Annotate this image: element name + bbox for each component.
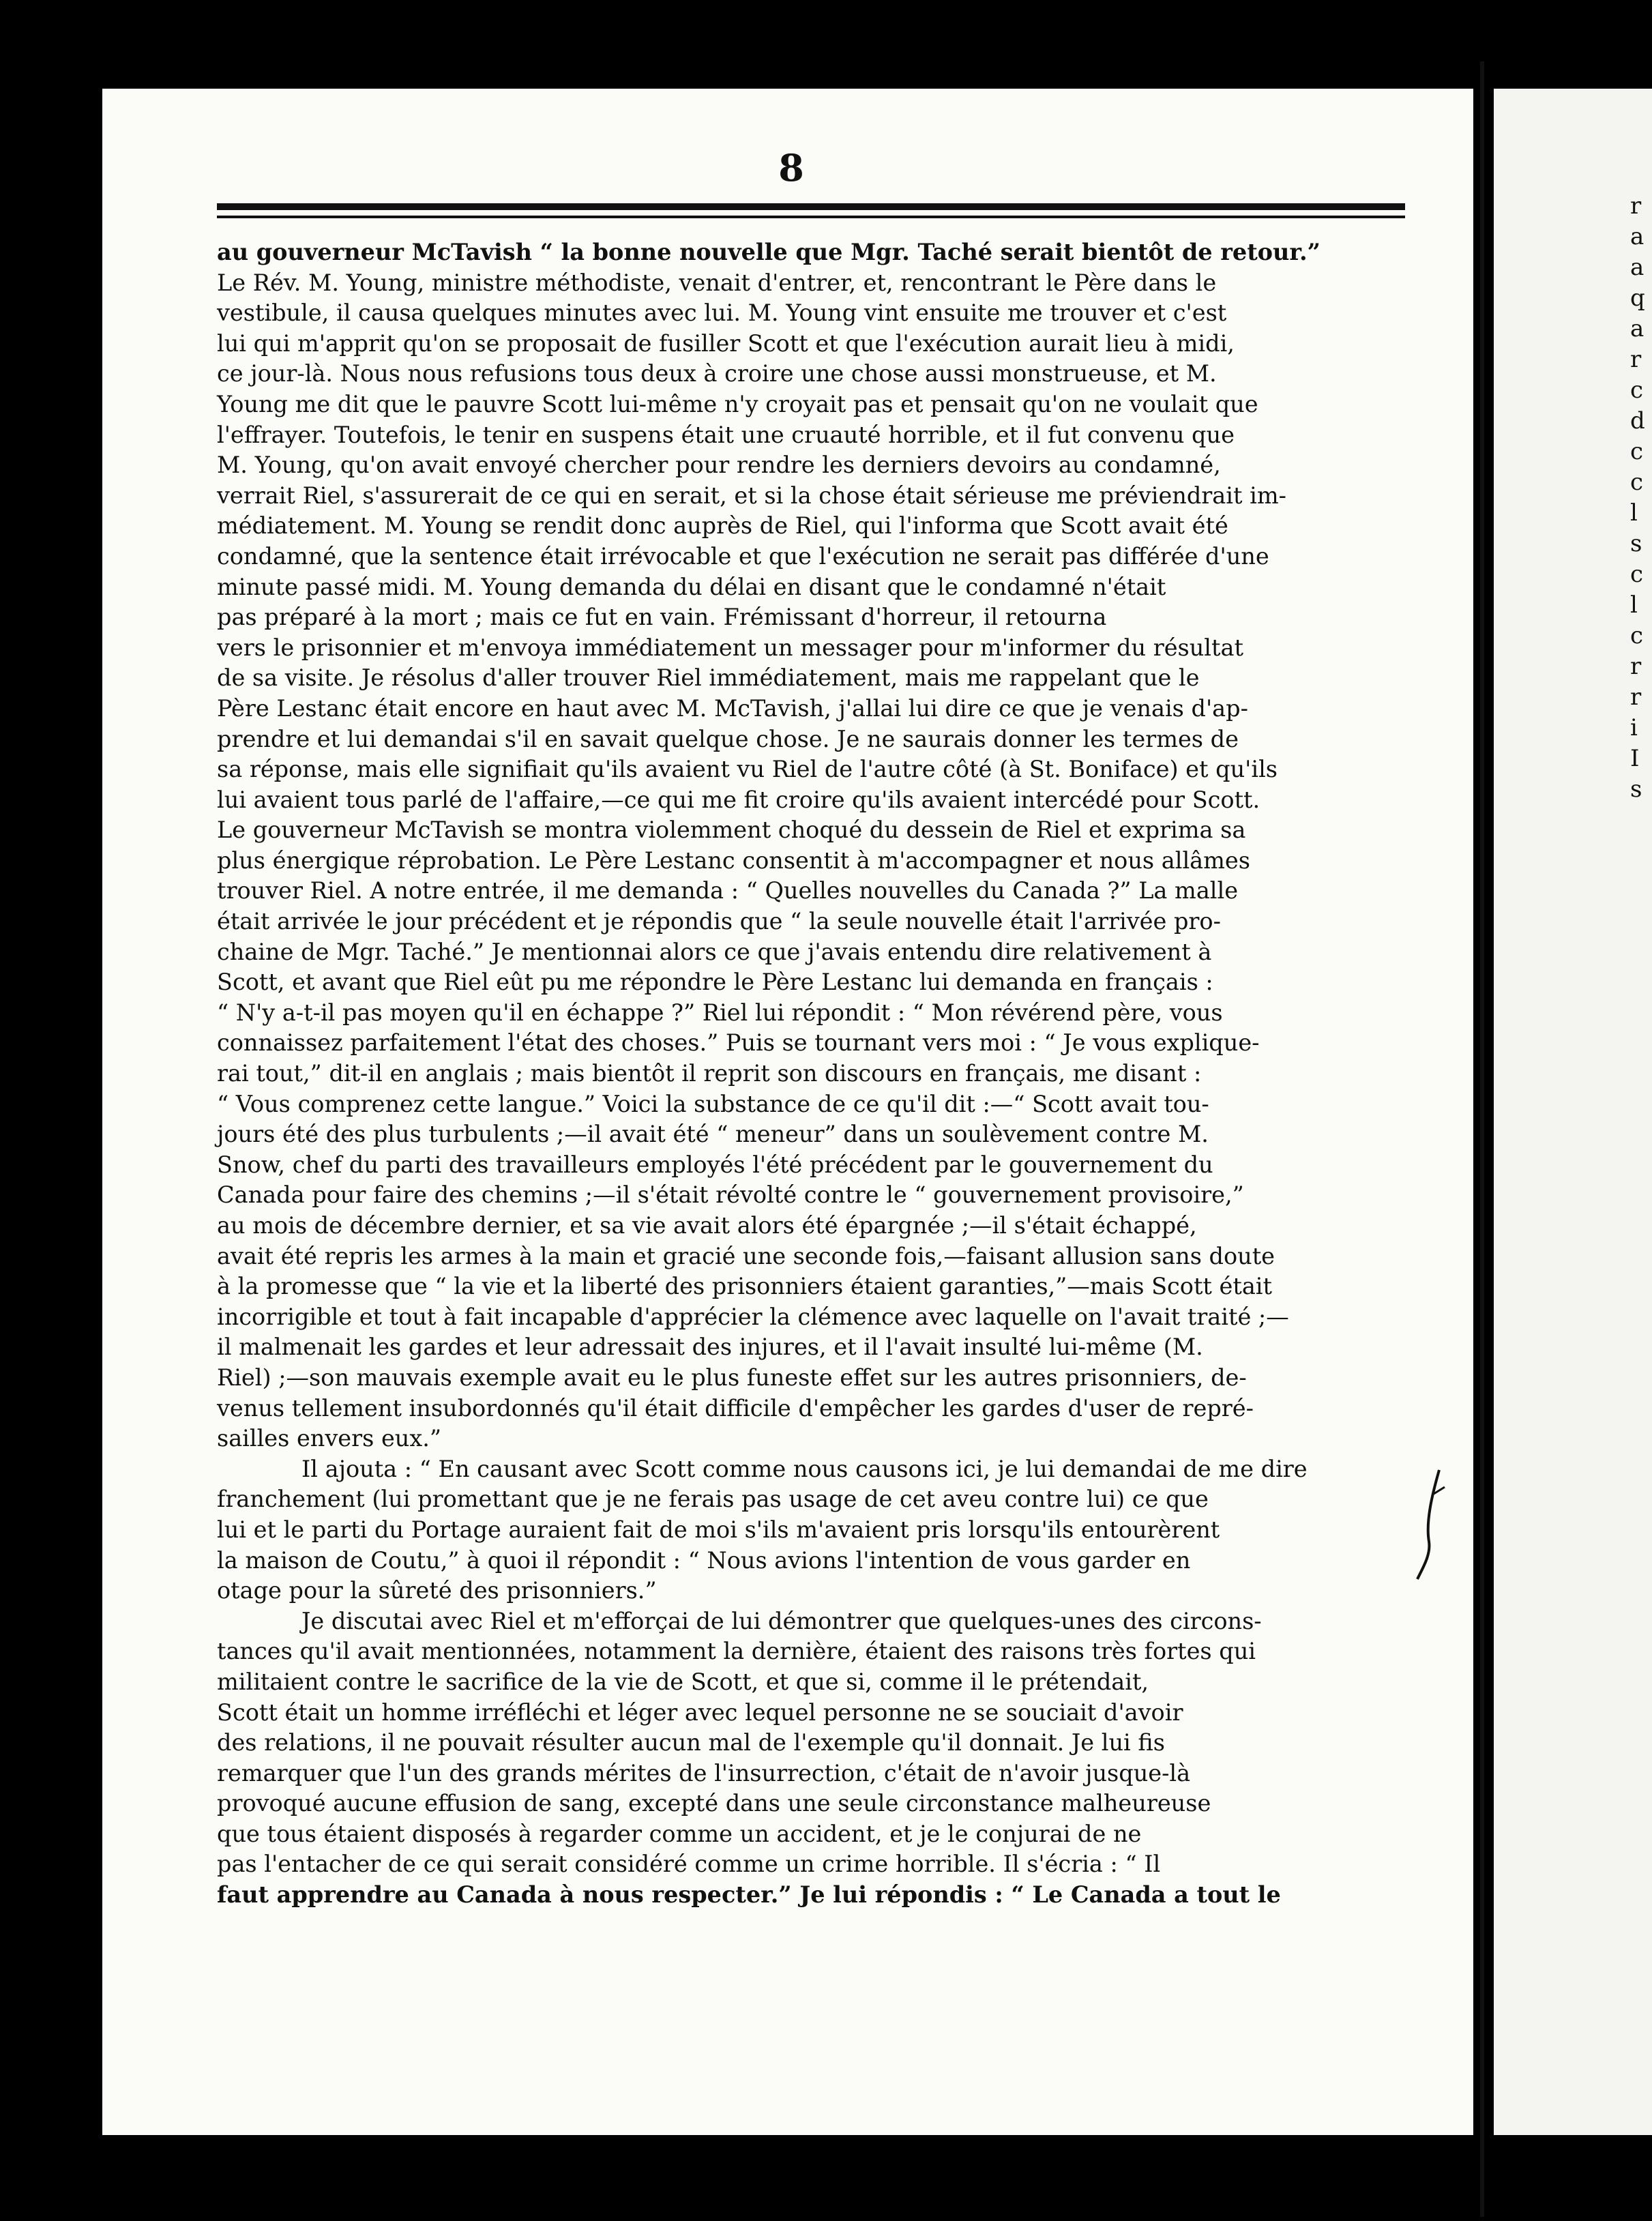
text-line: Le gouverneur McTavish se montra violemment choqué du dessein de Riel et exprima sa	[217, 817, 1246, 844]
text-line: à la promesse que “ la vie et la liberté des prisonniers étaient garanties,”—mais Scott était	[217, 1273, 1272, 1300]
text-line: de sa visite. Je résolus d'aller trouver Riel immédiatement, mais me rappelant que le	[217, 664, 1200, 692]
adjacent-letter: d	[1630, 407, 1645, 435]
adjacent-letter: r	[1630, 653, 1642, 680]
text-line: condamné, que la sentence était irrévocable et que l'exécution ne serait pas différée d'une	[217, 542, 1269, 570]
text-line: médiatement. M. Young se rendit donc auprès de Riel, qui l'informa que Scott avait été	[217, 512, 1228, 540]
text-line: la maison de Coutu,” à quoi il répondit : “ Nous avions l'intention de vous garder en	[217, 1546, 1191, 1574]
text-line: franchement (lui promettant que je ne ferais pas usage de cet aveu contre lui) ce que	[217, 1486, 1209, 1513]
adjacent-page-fragment	[1494, 89, 1652, 2135]
text-line: Je discutai avec Riel et m'efforçai de lui démontrer que quelques-unes des circons-	[301, 1607, 1262, 1634]
text-line: Père Lestanc était encore en haut avec M. McTavish, j'allai lui dire ce que je venais d'ap-	[217, 694, 1248, 722]
text-line: ce jour-là. Nous nous refusions tous deux à croire une chose aussi monstrueuse, et M.	[217, 360, 1217, 387]
text-line: incorrigible et tout à fait incapable d'apprécier la clémence avec laquelle on l'avait traité ;—	[217, 1303, 1289, 1330]
text-line: venus tellement insubordonnés qu'il était difficile d'empêcher les gardes d'user de repré-	[217, 1394, 1254, 1422]
adjacent-letter: c	[1630, 438, 1644, 465]
document-page	[102, 89, 1473, 2135]
text-line: au gouverneur McTavish “ la bonne nouvelle que Mgr. Taché serait bientôt de retour.”	[217, 239, 1321, 265]
page-number: 8	[778, 146, 804, 190]
text-line: était arrivée le jour précédent et je répondis que “ la seule nouvelle était l'arrivée pro-	[217, 908, 1221, 935]
text-line: Il ajouta : “ En causant avec Scott comme nous causons ici, je lui demandai de me dire	[301, 1455, 1308, 1482]
adjacent-letter: i	[1630, 714, 1638, 741]
text-line: au mois de décembre dernier, et sa vie avait alors été épargnée ;—il s'était échappé,	[217, 1212, 1197, 1239]
adjacent-letter: l	[1630, 499, 1638, 527]
text-line: Scott était un homme irréfléchi et léger avec lequel personne ne se souciait d'avoir	[217, 1698, 1183, 1726]
text-line: verrait Riel, s'assurerait de ce qui en serait, et si la chose était sérieuse me préviendrait im-	[217, 482, 1286, 509]
adjacent-letter: a	[1630, 254, 1644, 281]
text-line: sa réponse, mais elle signifiait qu'ils avaient vu Riel de l'autre côté (à St. Boniface) et qu'ils	[217, 756, 1278, 783]
adjacent-letter: a	[1630, 223, 1644, 250]
text-line: M. Young, qu'on avait envoyé chercher pour rendre les derniers devoirs au condamné,	[217, 452, 1221, 479]
adjacent-letter: c	[1630, 377, 1644, 404]
adjacent-letter: q	[1630, 284, 1645, 312]
text-line: avait été repris les armes à la main et gracié une seconde fois,—faisant allusion sans doute	[217, 1242, 1275, 1269]
text-line: vestibule, il causa quelques minutes avec lui. M. Young vint ensuite me trouver et c'est	[217, 299, 1227, 327]
text-line: prendre et lui demandai s'il en savait quelque chose. Je ne saurais donner les termes de	[217, 725, 1239, 752]
text-line: lui et le parti du Portage auraient fait de moi s'ils m'avaient pris lorsqu'ils entourèrent	[217, 1516, 1220, 1543]
header-rule-thin	[217, 216, 1405, 218]
text-line: “ N'y a-t-il pas moyen qu'il en échappe ?” Riel lui répondit : “ Mon révérend père, vous	[217, 999, 1223, 1026]
adjacent-letter: r	[1630, 192, 1642, 220]
text-line: il malmenait les gardes et leur adressait des injures, et il l'avait insulté lui-même (M.	[217, 1334, 1203, 1361]
text-line: lui avaient tous parlé de l'affaire,—ce qui me fit croire qu'ils avaient intercédé pour Scott.	[217, 786, 1260, 813]
text-line: jours été des plus turbulents ;—il avait été “ meneur” dans un soulèvement contre M.	[217, 1121, 1209, 1148]
text-line: pas préparé à la mort ; mais ce fut en vain. Frémissant d'horreur, il retourna	[217, 604, 1107, 631]
text-line: tances qu'il avait mentionnées, notamment la dernière, étaient des raisons très fortes qui	[217, 1638, 1256, 1665]
text-line: connaissez parfaitement l'état des choses.” Puis se tournant vers moi : “ Je vous explique-	[217, 1029, 1260, 1057]
text-line: lui qui m'apprit qu'on se proposait de fusiller Scott et que l'exécution aurait lieu à midi,	[217, 329, 1235, 357]
adjacent-page-letters	[1630, 191, 1652, 805]
adjacent-letter: r	[1630, 346, 1642, 373]
text-line: sailles envers eux.”	[217, 1425, 442, 1452]
text-line: que tous étaient disposés à regarder comme un accident, et je le conjurai de ne	[217, 1820, 1142, 1847]
text-line: “ Vous comprenez cette langue.” Voici la substance de ce qu'il dit :—“ Scott avait tou-	[217, 1090, 1209, 1117]
text-line: rai tout,” dit-il en anglais ; mais bientôt il reprit son discours en français, me disant :	[217, 1060, 1202, 1087]
text-line: minute passé midi. M. Young demanda du délai en disant que le condamné n'était	[217, 573, 1166, 600]
text-line: Canada pour faire des chemins ;—il s'était révolté contre le “ gouvernement provisoire,”	[217, 1181, 1244, 1209]
body-text	[217, 237, 1435, 1911]
text-line: des relations, il ne pouvait résulter aucun mal de l'exemple qu'il donnait. Je lui fis	[217, 1729, 1165, 1756]
text-line: trouver Riel. A notre entrée, il me demanda : “ Quelles nouvelles du Canada ?” La malle	[217, 877, 1239, 904]
header-rule-thick	[217, 203, 1405, 210]
adjacent-letter: c	[1630, 561, 1644, 588]
text-line: Le Rév. M. Young, ministre méthodiste, venait d'entrer, et, rencontrant le Père dans le	[217, 269, 1217, 296]
text-line: vers le prisonnier et m'envoya immédiatement un messager pour m'informer du résultat	[217, 634, 1243, 661]
text-line: provoqué aucune effusion de sang, excepté dans une seule circonstance malheureuse	[217, 1790, 1211, 1817]
adjacent-letter: c	[1630, 622, 1644, 649]
adjacent-letter: r	[1630, 683, 1642, 711]
text-line: militaient contre le sacrifice de la vie de Scott, et que si, comme il le prétendait,	[217, 1668, 1149, 1695]
text-line: chaine de Mgr. Taché.” Je mentionnai alors ce que j'avais entendu dire relativement à	[217, 938, 1212, 965]
text-line: Scott, et avant que Riel eût pu me répondre le Père Lestanc lui demanda en français :	[217, 969, 1213, 996]
text-line: otage pour la sûreté des prisonniers.”	[217, 1577, 657, 1604]
text-line: pas l'entacher de ce qui serait considéré comme un crime horrible. Il s'écria : “ Il	[217, 1851, 1161, 1878]
text-line: l'effrayer. Toutefois, le tenir en suspens était une cruauté horrible, et il fut convenu que	[217, 421, 1235, 448]
adjacent-letter: l	[1630, 591, 1638, 619]
adjacent-letter: I	[1630, 745, 1640, 772]
adjacent-letter: s	[1630, 776, 1642, 803]
page-edge-rule	[1480, 61, 1484, 2217]
margin-pen-mark	[1412, 1467, 1453, 1583]
adjacent-letter: s	[1630, 530, 1642, 557]
text-line: Young me dit que le pauvre Scott lui-même n'y croyait pas et pensait qu'on ne voulait que	[217, 390, 1258, 417]
text-line: Riel) ;—son mauvais exemple avait eu le plus funeste effet sur les autres prisonniers, de-	[217, 1364, 1247, 1391]
text-line: faut apprendre au Canada à nous respecter.” Je lui répondis : “ Le Canada a tout le	[217, 1881, 1281, 1909]
text-line: plus énergique réprobation. Le Père Lestanc consentit à m'accompagner et nous allâmes	[217, 847, 1250, 874]
text-line: Snow, chef du parti des travailleurs employés l'été précédent par le gouvernement du	[217, 1151, 1213, 1178]
text-line: remarquer que l'un des grands mérites de l'insurrection, c'était de n'avoir jusque-là	[217, 1759, 1191, 1786]
adjacent-letter: c	[1630, 469, 1644, 496]
adjacent-letter: a	[1630, 315, 1644, 342]
